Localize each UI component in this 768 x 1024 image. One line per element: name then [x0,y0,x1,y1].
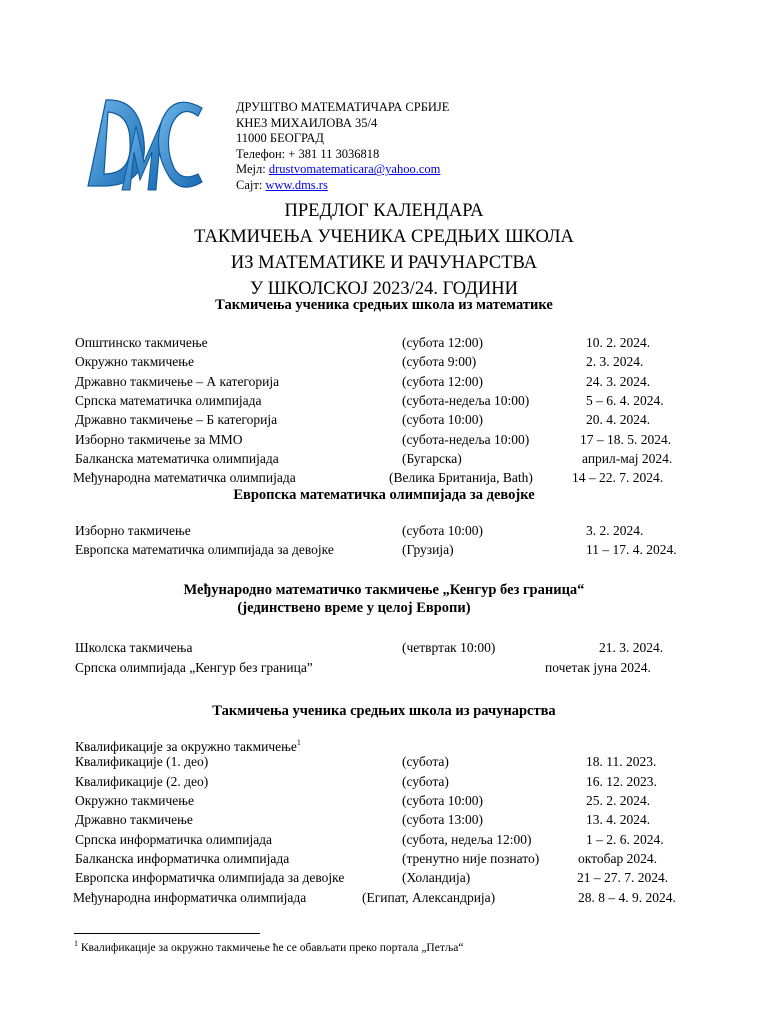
cs-intro-text: Квалификације за окружно такмичење [75,738,297,754]
email-label: Мејл: [236,162,269,177]
event-time: (Грузија) [402,542,454,557]
footnote-separator [74,933,260,934]
footnote-text: Квалификације за окружно такмичење ће се обављати преко портала „Петља“ [78,941,464,954]
title-line-4: У ШКОЛСКОЈ 2023/24. ГОДИНИ [250,279,518,299]
org-site-line [236,178,449,194]
event-date: 17 – 18. 5. 2024. [580,432,672,447]
event-date: 13. 4. 2024. [586,812,651,827]
table-row [0,333,768,352]
event-time: (субота-недеља 10:00) [402,393,530,408]
cs-intro [75,733,301,752]
site-link[interactable]: www.dms.rs [265,177,328,192]
event-date: 21. 3. 2024. [599,640,664,655]
event-time: (субота 12:00) [402,335,483,350]
event-time: (Египат, Александрија) [362,890,496,905]
event-time: (субота 10:00) [402,412,483,427]
footnote [74,939,463,954]
footnote-ref: 1 [296,738,301,747]
event-name: Међународна информатичка олимпијада [73,890,307,905]
event-time: (субота, недеља 12:00) [402,832,532,847]
event-name: Општинско такмичење [75,335,208,350]
event-name: Српска олимпијада „Кенгур без граница” [75,660,313,675]
event-name: Окружно такмичење [75,793,195,808]
event-name: Балканска математичка олимпијада [75,451,279,466]
event-time: (четвртак 10:00) [402,640,496,655]
egmo-section-heading: Европска математичка олимпијада за девојке [233,487,535,503]
event-time: (субота-недеља 10:00) [402,432,530,447]
event-time: (субота 9:00) [402,354,477,369]
table-row [0,410,768,429]
event-date: 25. 2. 2024. [586,793,651,808]
table-row [0,888,768,907]
cs-section-heading: Такмичења ученика средњих школа из рачунарства [212,703,556,719]
event-date: 1 – 2. 6. 2024. [586,832,664,847]
event-name: Квалификације (1. део) [75,754,209,769]
event-name: Државно такмичење – Б категорија [75,412,278,427]
table-row [0,521,768,540]
event-name: Европска математичка олимпијада за девојке [75,542,334,557]
org-city: 11000 БЕОГРАД [236,131,324,146]
table-row [0,352,768,371]
event-time: (Бугарска) [402,451,462,466]
table-row [0,810,768,829]
org-email-line [236,162,449,178]
event-time: (тренутно није познато) [402,851,540,866]
kangaroo-section-heading: Међународно математичко такмичење „Кенгур без граница“ [183,582,585,598]
dms-logo [78,90,208,200]
event-time: (субота 12:00) [402,374,483,389]
table-row [0,830,768,849]
table-row [0,658,768,677]
event-time: (субота 10:00) [402,793,483,808]
event-date: октобар 2024. [578,851,657,866]
document-title [0,198,768,302]
event-date: 20. 4. 2024. [586,412,651,427]
table-row [0,772,768,791]
table-row [0,849,768,868]
event-name: Школска такмичења [75,640,193,655]
event-time: (субота 10:00) [402,523,483,538]
event-time: (субота) [402,754,449,769]
org-name: ДРУШТВО МАТЕМАТИЧАРА СРБИЈЕ [236,100,450,114]
footnote-mark: 1 [74,939,78,948]
table-row [0,430,768,449]
event-date: 3. 2. 2024. [586,523,644,538]
site-label: Сајт: [236,177,266,192]
org-phone: Телефон: + 381 11 3036818 [236,146,380,161]
event-time: (субота 13:00) [402,812,483,827]
event-date: 16. 12. 2023. [586,774,657,789]
event-date: 11 – 17. 4. 2024. [586,542,677,557]
event-date: 2. 3. 2024. [586,354,644,369]
event-time: (Велика Британија, Bath) [389,470,533,485]
event-name: Изборно такмичење [75,523,191,538]
event-date: 21 – 27. 7. 2024. [577,870,669,885]
event-date: 18. 11. 2023. [586,754,657,769]
event-date: 14 – 22. 7. 2024. [572,470,664,485]
event-name: Окружно такмичење [75,354,195,369]
event-name: Изборно такмичење за ММО [75,432,243,447]
table-row [0,449,768,468]
event-date: 5 – 6. 4. 2024. [586,393,664,408]
event-name: Европска информатичка олимпијада за девојке [75,870,345,885]
event-name: Српска математичка олимпијада [75,393,262,408]
table-row [0,752,768,771]
table-row [0,540,768,559]
math-section-heading: Такмичења ученика средњих школа из математике [215,297,553,313]
table-row [0,791,768,810]
title-line-3: ИЗ МАТЕМАТИКЕ И РАЧУНАРСТВА [230,253,538,273]
event-name: Квалификације (2. део) [75,774,209,789]
event-date: 28. 8 – 4. 9. 2024. [578,890,676,905]
organization-info [236,100,449,194]
event-name: Међународна математичка олимпијада [73,470,296,485]
event-name: Српска информатичка олимпијада [75,832,273,847]
kangaroo-section-subheading: (јединствено време у целој Европи) [237,600,471,616]
org-street: КНЕЗ МИХАИЛОВА 35/4 [236,115,378,130]
event-date: 10. 2. 2024. [586,335,651,350]
title-line-1: ПРЕДЛОГ КАЛЕНДАРА [284,201,484,221]
title-line-2: ТАКМИЧЕЊА УЧЕНИКА СРЕДЊИХ ШКОЛА [194,227,574,247]
table-row [0,468,768,487]
event-name: Државно такмичење – А категорија [75,374,280,389]
event-date: почетак јуна 2024. [545,660,651,675]
table-row [0,391,768,410]
table-row [0,868,768,887]
event-name: Државно такмичење [75,812,193,827]
event-name: Балканска информатичка олимпијада [75,851,290,866]
table-row [0,372,768,391]
event-time: (субота) [402,774,449,789]
event-time: (Холандија) [402,870,471,885]
event-date: април-мај 2024. [582,451,673,466]
table-row [0,638,768,657]
email-link[interactable]: drustvomatematicara@yahoo.com [268,162,441,177]
event-date: 24. 3. 2024. [586,374,651,389]
